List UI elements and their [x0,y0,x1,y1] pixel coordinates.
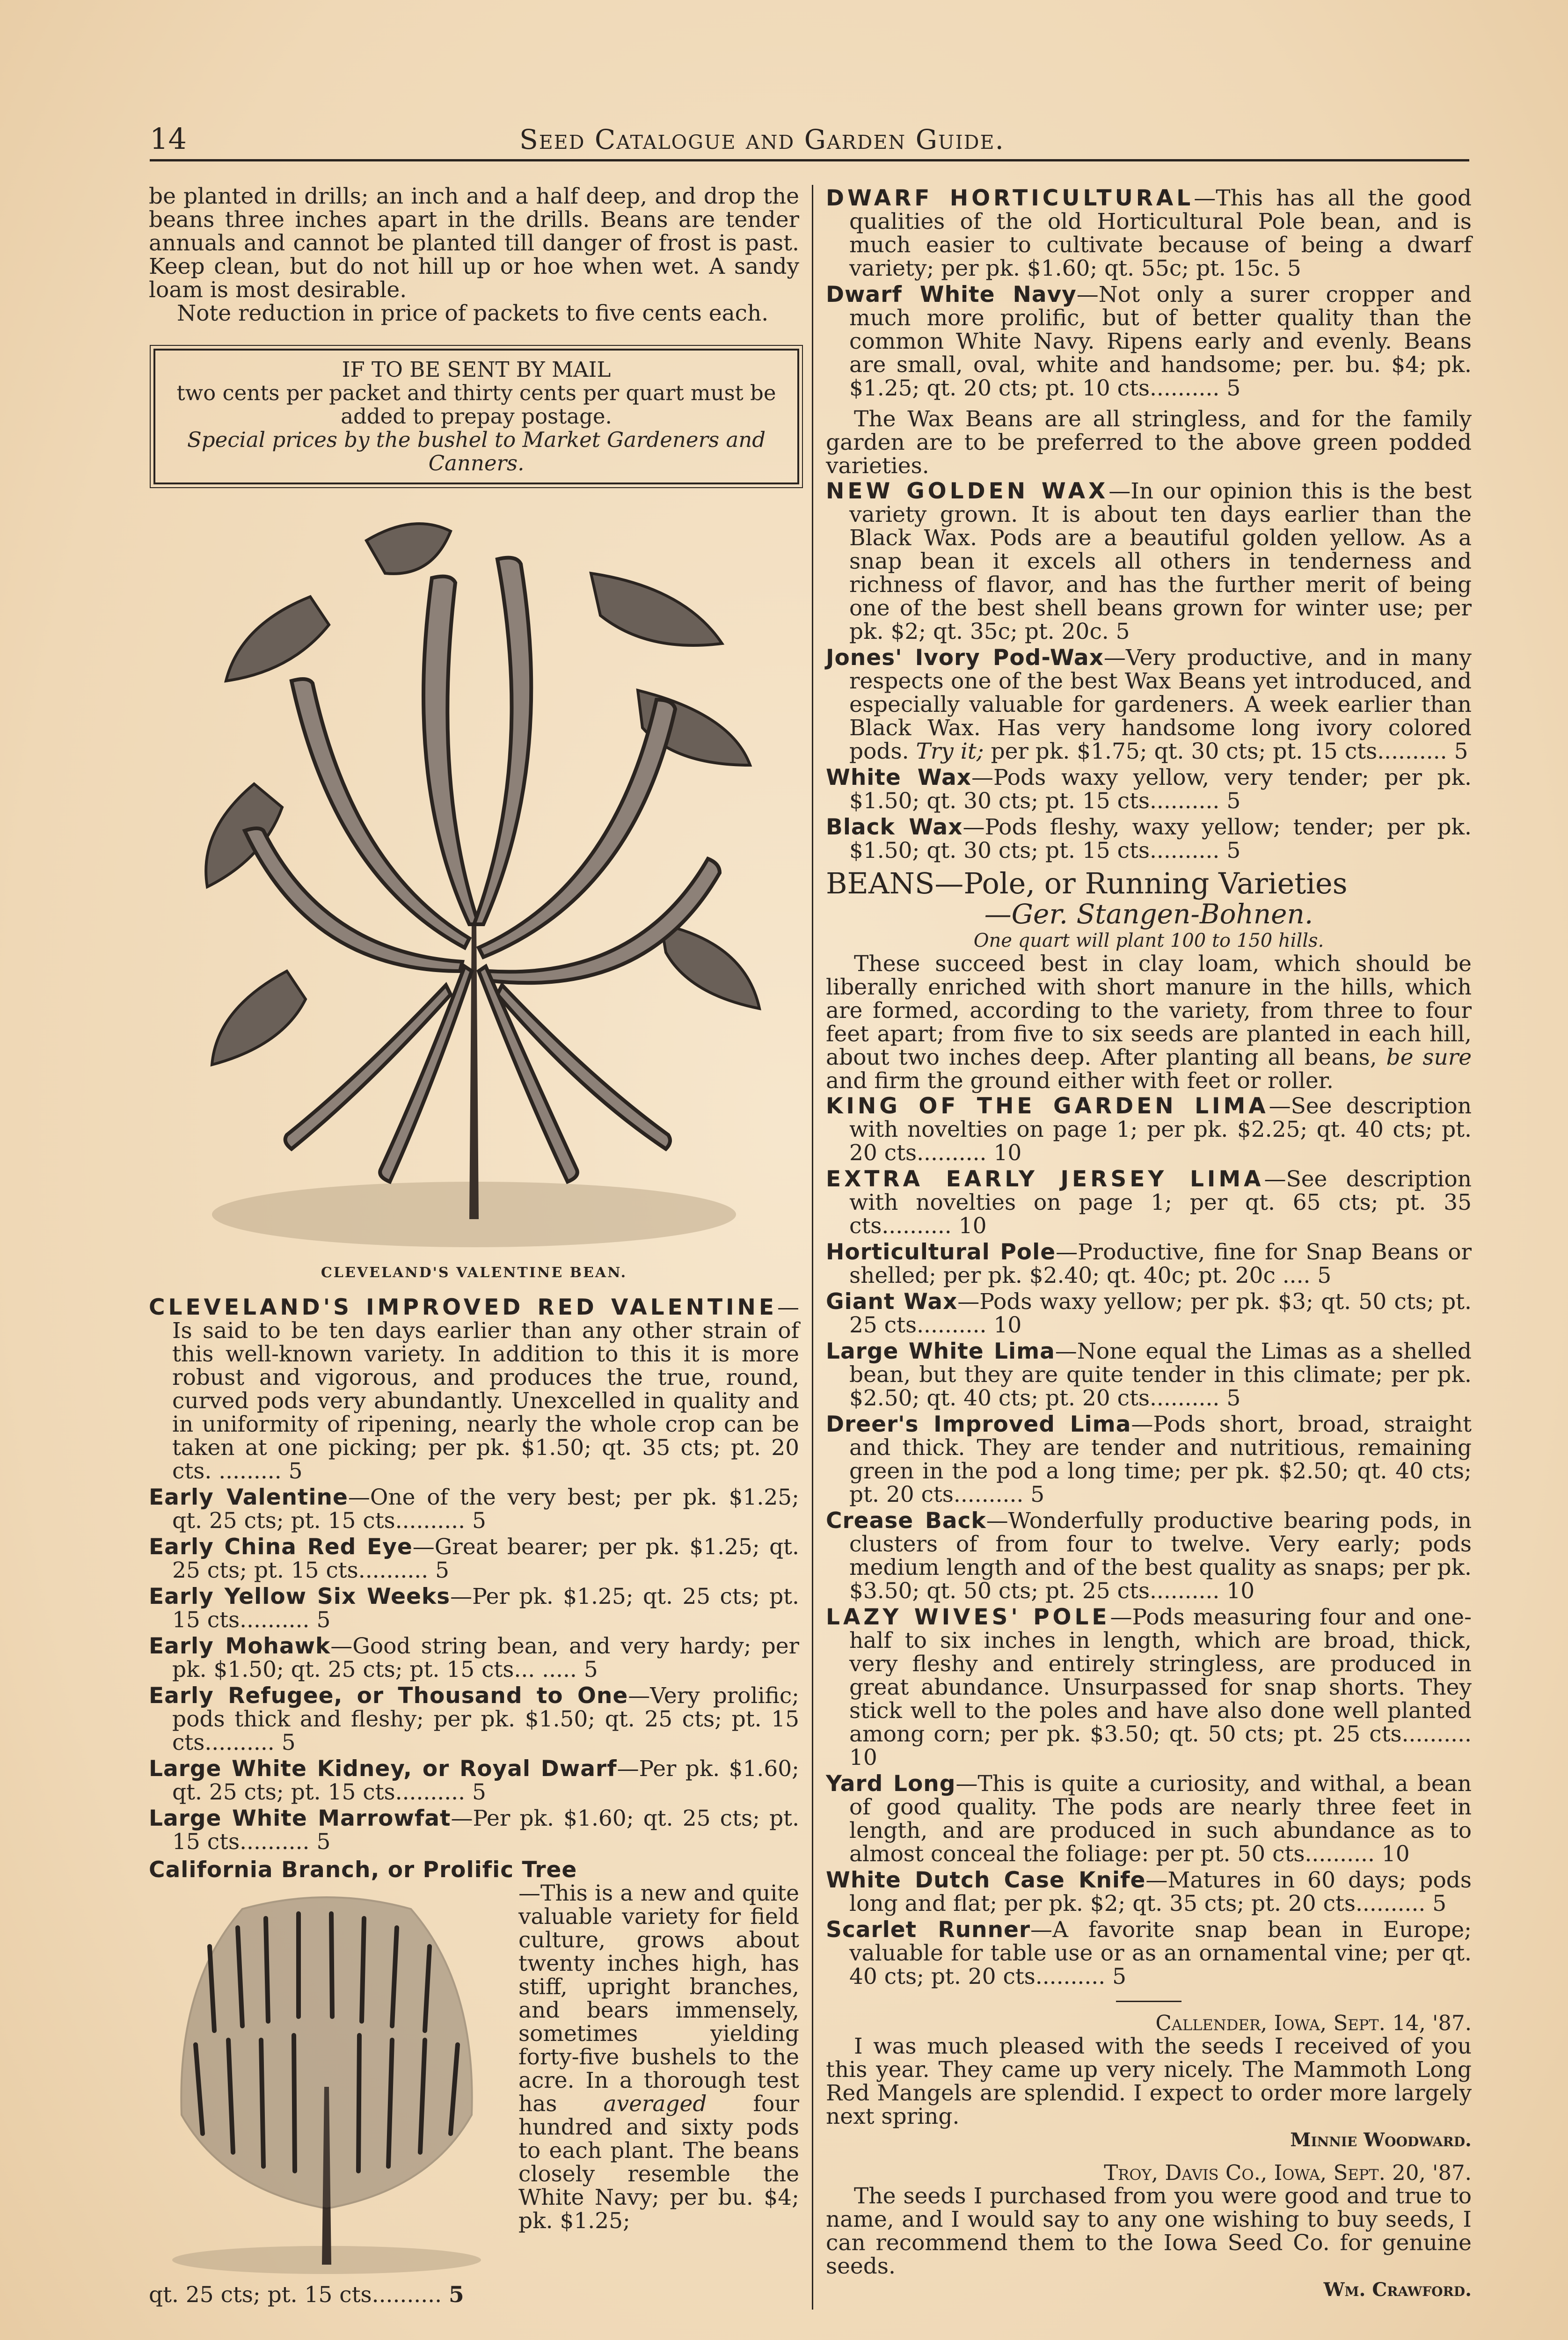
seed-entry [826,1340,1472,1410]
left-column [149,185,799,2307]
entry-text: —See description with novelties on page 1; per pk. $2.25; qt. 40 cts; pt. 20 cts.......... [849,1093,1472,1166]
wax-note: The Wax Beans are all stringless, and for the family garden are to be preferred to the above green podded varieties. [826,406,1472,479]
be-sure-italic: be sure [1386,1045,1472,1070]
entry-price: 5 [583,1657,598,1682]
entry-price: 5 [1287,256,1301,281]
entry-text: —Productive, fine for Snap Beans or shelled; per pk. $2.40; qt. 40c; pt. 20c .... [849,1239,1472,1288]
entry-price: 5 [1116,619,1130,644]
mail-notice-text: two cents per packet and thirty cents per quart must be added to prepay postage. [176,380,776,429]
page-header [150,117,1469,161]
entry-price: 10 [993,1140,1022,1166]
testimonial-rule [1116,2001,1181,2002]
entry-price: 5 [1112,1964,1127,1989]
seed-entry [826,187,1472,280]
california-price-line: qt. 25 cts; pt. 15 cts.......... 5 [149,2282,464,2307]
entry-text: —Pods waxy yellow, very tender; per pk. $1.50; qt. 30 cts; pt. 15 cts.......... [849,765,1472,814]
entry-name: NEW GOLDEN WAX [826,478,1109,504]
running-title: Seed Catalogue and Garden Guide. [519,124,1005,155]
entry-price: 5 [1226,788,1241,814]
column-divider [812,185,813,2310]
right-column [826,185,1472,2302]
pole-quart-note: One quart will plant 100 to 150 hills. [973,930,1324,951]
entry-text: —Pods fleshy, waxy yellow; tender; per pk. $1.50; qt. 30 cts; pt. 15 cts.......... [849,814,1472,863]
entry-text: —In our opinion this is the best variety grown. It is about ten days earlier than the Black Wax. Pods are a beautiful golden yellow. As a snap bean it excels all others in tenderness and richness of flavor, and has the further merit of being one of the best shell beans grown for winter use; per pk. $2; qt. 35c; pt. 20c. [849,478,1472,644]
entry-name: CLEVELAND'S IMPROVED RED VALENTINE [149,1294,777,1320]
entry-price: 5 [281,1730,296,1755]
valentine-bean-illustration [170,503,778,1252]
pole-beans-title: BEANS—Pole, or Running Varieties [826,866,1348,900]
seed-entry [826,816,1472,863]
seed-entry [826,1241,1472,1287]
testimonial-text: I was much pleased with the seeds I received of you this year. They came up very nicely. The Mammoth Long Red Mangels are splendid. I expect to order more largely next spring. [826,2033,1472,2129]
seed-entry [149,1536,799,1582]
entry-text: —Wonderfully productive bearing pods, in clusters of from four to twelve. Very early; pods medium length and of the best quality as snaps; per pk. $3.50; qt. 50 cts; pt. 25 cts.......... [849,1508,1472,1604]
entry-price: 10 [1381,1841,1410,1867]
entry-name: Horticultural Pole [826,1239,1056,1265]
entry-price: 5 [472,1508,486,1534]
entry-price: 10 [958,1213,987,1239]
entry-price: 10 [1226,1578,1255,1604]
entry-name: Large White Kidney, or Royal Dwarf [149,1756,617,1782]
seed-entry [149,1807,799,1854]
testimonial-text: The seeds I purchased from you were good and true to name, and I would say to any one wishing to buy seeds, I can recommend them to the Iowa Seed Co. for genuine seeds. [826,2183,1472,2279]
seed-entry [826,1290,1472,1337]
seed-entry [826,1509,1472,1603]
testimonial [826,2011,1472,2152]
entry-name: Scarlet Runner [826,1917,1031,1943]
entry-name: LAZY WIVES' POLE [826,1604,1110,1630]
seed-entry [149,1635,799,1682]
entry-name: EXTRA EARLY JERSEY LIMA [826,1166,1264,1192]
entry-price: 5 [1317,1263,1332,1288]
entry-text: —Very prolific; pods thick and fleshy; per pk. $1.50; qt. 25 cts; pt. 15 cts.......... [172,1683,799,1755]
figure-caption: CLEVELAND'S VALENTINE BEAN. [321,1265,627,1281]
entry-text: —Per pk. $1.60; qt. 25 cts; pt. 15 cts.......... [172,1756,799,1805]
california-entry [149,1857,799,2307]
entry-price: 5 [1432,1891,1447,1916]
testimonial [826,2161,1472,2302]
entry-price: 5 [316,1829,331,1855]
entry-price: 5 [435,1558,450,1583]
entry-text: —This is quite a curiosity, and withal, a bean of good quality. The pods are nearly three feet in length, and are produced in such abundance as to almost conceal the foliage: per pt. 50 cts.......... [849,1771,1472,1867]
entry-name: Early China Red Eye [149,1534,413,1560]
entry-name: Giant Wax [826,1289,958,1315]
seed-entry [149,1296,799,1483]
entry-name: White Dutch Case Knife [826,1867,1146,1893]
entry-text: —Very productive, and in many respects one of the best Wax Beans yet introduced, and especially valuable for gardeners. A week earlier than Black Wax. Has very handsome long ivory colored pods. [849,645,1472,764]
pole-beans-subtitle: —Ger. Stangen-Bohnen. [984,898,1313,930]
seed-entry [826,1869,1472,1916]
seed-entry [826,283,1472,400]
seed-entry: Jones' Ivory Pod-Wax—Very productive, and in many respects one of the best Wax Beans yet introduced, and especially valuable for gardeners. A week earlier than Black Wax. Has very handsome long ivory colored pods. Try it; per pk. $1.75; qt. 30 cts; pt. 15 cts.......... 5 [826,645,1472,764]
intro-paragraph: be planted in drills; an inch and a half deep, and drop the beans three inches apart in the drills. Beans are tender annuals and cannot be planted till danger of frost is past. Keep clean, but do not hill up or hoe when wet. A sandy loam is most desirable. [149,183,799,303]
seed-entry [826,1606,1472,1770]
entry-name: Dwarf White Navy [826,282,1077,307]
entry-name: Early Yellow Six Weeks [149,1584,451,1609]
entry-text: —See description with novelties on page 1; per qt. 65 cts; pt. 35 cts.......... [849,1166,1472,1239]
testimonial-place: Callender, Iowa, Sept. 14, '87. [1155,2011,1472,2035]
seed-entry [826,766,1472,813]
mail-notice-box [153,349,799,484]
entry-text: —Good string bean, and very hardy; per pk. $1.50; qt. 25 cts; pt. 15 cts... ..... [172,1633,799,1682]
testimonial-signature: Minnie Woodward. [1290,2129,1472,2151]
entry-name: Yard Long [826,1771,956,1797]
mail-notice-heading: IF TO BE SENT BY MAIL [342,357,611,382]
entry-price: 5 [449,2282,464,2307]
california-description: —This is a new and quite valuable variety for field culture, grows about twenty inches high, has stiff, upright branches, and bears immensely, sometimes yielding forty-five bushels to the acre. In a thorough test has averaged four hundred and sixty pods to each plant. The beans closely resemble the White Navy; per bu. $4; pk. $1.25; [518,1880,799,2234]
entry-text: —Matures in 60 days; pods long and flat; per pk. $2; qt. 35 cts; pt. 20 cts.......... [849,1867,1472,1916]
entry-name: California Branch, or Prolific Tree [149,1857,577,1883]
entry-price: 5 [472,1779,486,1805]
seed-entry [149,1585,799,1632]
prolific-tree-bean-illustration [149,1890,504,2279]
pole-intro: These succeed best in clay loam, which should be liberally enriched with short manure in the hills, which are formed, according to the variety, from three to four feet apart; from five to six seeds are planted in each hill, about two inches deep. After planting all beans, be sure and firm the ground either with feet or roller. [826,951,1472,1094]
entry-name: Jones' Ivory Pod-Wax [826,645,1104,671]
entry-name: Crease Back [826,1508,986,1534]
entry-price: 10 [993,1312,1022,1338]
averaged-italic: averaged [603,2091,707,2117]
entry-price: 5 [288,1458,303,1484]
entry-text: —Pods measuring four and one-half to six inches in length, which are broad, thick, very fleshy and entirely stringless, are produced in great abundance. Unsurpassed for snap shorts. They stick well to the poles and have also done well planted among corn; per pk. $3.50; qt. 50 cts; pt. 25 cts.......... [849,1604,1472,1747]
entry-name: Large White Marrowfat [149,1806,451,1831]
seed-entry [826,1918,1472,1989]
seed-entry [826,1772,1472,1866]
try-it-italic: Try it; [916,739,984,764]
seed-entry [149,1486,799,1533]
entry-name: Early Valentine [149,1484,348,1510]
entry-price: 5 [316,1607,331,1633]
entry-name: Dreer's Improved Lima [826,1411,1131,1437]
entry-text: —Per pk. $1.60; qt. 25 cts; pt. 15 cts.......... [172,1806,800,1855]
entry-text: —None equal the Limas as a shelled bean, but they are quite tender in this climate; per pk. $2.50; qt. 40 cts; pt. 20 cts.......... [849,1338,1472,1411]
entry-text: —Pods short, broad, straight and thick. They are tender and nutritious, remaining green in the pod a long time; per pk. $2.50; qt. 40 cts; pt. 20 cts.......... [849,1411,1472,1507]
entry-text: —One of the very best; per pk. $1.25; qt. 25 cts; pt. 15 cts.......... [172,1484,799,1534]
seed-entry [826,1095,1472,1165]
entry-name: DWARF HORTICULTURAL [826,185,1194,211]
entry-name: Early Refugee, or Thousand to One [149,1683,628,1709]
entry-price: 5 [1454,739,1468,764]
seed-entry [826,1168,1472,1238]
entry-name: White Wax [826,765,971,790]
entry-text: —Pods waxy yellow; per pk. $3; qt. 50 cts; pt. 25 cts.......... [849,1289,1472,1338]
entry-text: —This has all the good qualities of the old Horticultural Pole bean, and is much easier to cultivate because of being a dwarf variety; per pk. $1.60; qt. 55c; pt. 15c. [849,185,1472,281]
seed-entry [149,1684,799,1755]
entry-name: Large White Lima [826,1338,1055,1364]
entry-text: —Is said to be ten days earlier than any other strain of this well-known variety. In addition to this it is more robust and vigorous, and produces the true, round, curved pods very abundantly. Unexcelled in quality and in uniformity of ripening, nearly the whole crop can be taken at one picking; per pk. $1.50; qt. 35 cts; pt. 20 cts. ......... [172,1294,799,1484]
page-number: 14 [150,122,187,156]
seed-entry [826,1413,1472,1506]
entry-name: KING OF THE GARDEN LIMA [826,1093,1269,1119]
mail-notice-special: Special prices by the bushel to Market Gardeners and Canners. [187,427,766,475]
entry-text: —A favorite snap bean in Europe; valuable for table use or as an ornamental vine; per qt. 40 cts; pt. 20 cts.......... [849,1917,1472,1989]
entry-text: —Not only a surer cropper and much more prolific, but of better quality than the common White Navy. Ripens early and evenly. Beans are small, oval, white and handsome; per. bu. $4; pk. $1.25; qt. 20 cts; pt. 10 cts.......... [849,282,1472,401]
entry-text: —Great bearer; per pk. $1.25; qt. 25 cts; pt. 15 cts.......... [172,1534,800,1583]
price-note: Note reduction in price of packets to five cents each. [177,300,769,326]
testimonial-signature: Wm. Crawford. [1323,2279,1472,2301]
entry-price: 5 [1030,1482,1045,1507]
entry-price: 5 [1226,375,1241,401]
entry-text: —Per pk. $1.25; qt. 25 cts; pt. 15 cts.......... [172,1584,799,1633]
seed-entry [149,1757,799,1804]
seed-entry [826,480,1472,644]
entry-name: Early Mohawk [149,1633,331,1659]
testimonial-place: Troy, Davis Co., Iowa, Sept. 20, '87. [1104,2160,1472,2185]
entry-name: Black Wax [826,814,963,840]
entry-price: 5 [1226,838,1241,863]
entry-price: 10 [849,1745,877,1770]
entry-price: 5 [1226,1385,1241,1411]
